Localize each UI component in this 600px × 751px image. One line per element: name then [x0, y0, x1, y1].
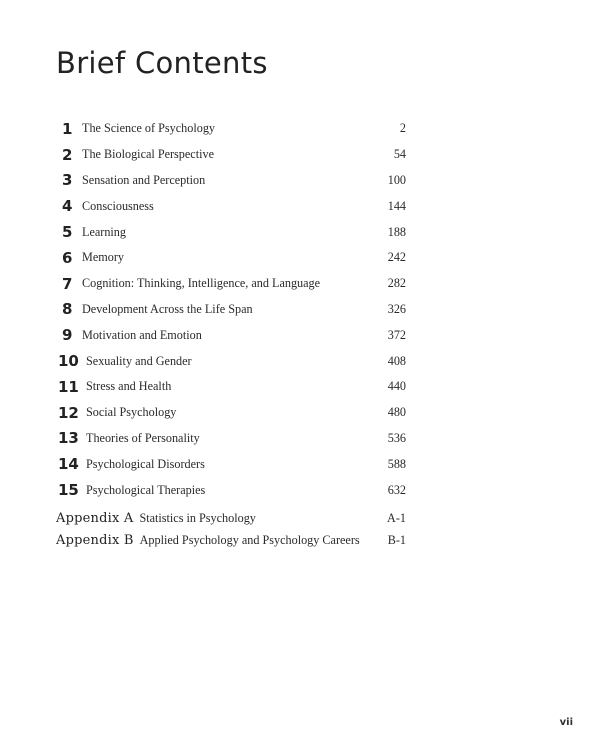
chapter-number: 15 — [58, 481, 79, 500]
toc-entry-13 — [58, 426, 406, 452]
chapter-title: Cognition: Thinking, Intelligence, and Language — [82, 276, 321, 291]
chapter-page: 588 — [387, 456, 406, 471]
chapter-page: 242 — [387, 250, 406, 265]
chapter-page: 536 — [387, 430, 406, 445]
chapter-title: Motivation and Emotion — [82, 327, 202, 342]
chapter-title: Theories of Personality — [86, 430, 200, 445]
toc-appendix-b — [56, 530, 406, 552]
chapter-title: Consciousness — [82, 198, 154, 213]
chapter-number: 9 — [62, 326, 73, 345]
chapter-title: Sensation and Perception — [82, 172, 206, 187]
chapter-number: 11 — [58, 377, 79, 396]
appendix-page: A-1 — [387, 511, 406, 526]
chapter-number: 4 — [62, 197, 73, 216]
page-title: Brief Contents — [56, 46, 268, 80]
chapter-number: 8 — [62, 300, 73, 319]
toc-entry-2 — [58, 142, 406, 168]
toc-entry-4 — [58, 193, 406, 219]
toc-entry-15 — [58, 477, 406, 503]
toc-entry-14 — [58, 451, 406, 477]
chapter-page: 188 — [387, 224, 406, 239]
toc-entry-8 — [58, 297, 406, 323]
chapter-page: 326 — [387, 301, 406, 316]
appendix-title: Applied Psychology and Psychology Careers — [139, 532, 360, 547]
toc-chapter-list — [58, 116, 406, 503]
toc-entry-11 — [58, 374, 406, 400]
chapter-page: 408 — [387, 353, 406, 368]
chapter-number: 13 — [58, 429, 79, 448]
chapter-page: 100 — [387, 172, 406, 187]
chapter-number: 2 — [62, 145, 73, 164]
toc-entry-10 — [58, 348, 406, 374]
chapter-number: 14 — [58, 455, 79, 474]
toc-entry-1 — [58, 116, 406, 142]
chapter-page: 2 — [399, 121, 406, 136]
chapter-number: 6 — [62, 248, 73, 267]
chapter-page: 144 — [387, 198, 406, 213]
chapter-page: 440 — [387, 379, 406, 394]
toc-entry-7 — [58, 271, 406, 297]
toc-appendix-a — [56, 508, 406, 530]
page-number: vii — [559, 717, 573, 728]
chapter-number: 10 — [58, 352, 79, 371]
chapter-title: Psychological Disorders — [86, 456, 205, 471]
chapter-title: Psychological Therapies — [86, 482, 206, 497]
chapter-title: Sexuality and Gender — [86, 353, 192, 368]
chapter-page: 632 — [387, 482, 406, 497]
chapter-title: Development Across the Life Span — [82, 301, 253, 316]
chapter-number: 12 — [58, 403, 79, 422]
chapter-number: 7 — [62, 274, 73, 293]
chapter-page: 480 — [387, 405, 406, 420]
chapter-number: 3 — [62, 171, 73, 190]
chapter-title: The Science of Psychology — [82, 121, 216, 136]
chapter-title: Stress and Health — [86, 379, 172, 394]
toc-entry-6 — [58, 245, 406, 271]
toc-entry-5 — [58, 219, 406, 245]
toc-entry-12 — [58, 400, 406, 426]
chapter-title: Social Psychology — [86, 405, 177, 420]
chapter-page: 282 — [387, 276, 406, 291]
chapter-number: 1 — [62, 119, 73, 138]
toc-appendix-list — [56, 508, 406, 551]
appendix-page: B-1 — [387, 532, 406, 547]
appendix-title: Statistics in Psychology — [139, 511, 256, 526]
chapter-title: The Biological Perspective — [82, 147, 214, 162]
chapter-page: 54 — [393, 147, 406, 162]
chapter-title: Learning — [82, 224, 126, 239]
chapter-number: 5 — [62, 223, 73, 242]
toc-entry-3 — [58, 168, 406, 194]
chapter-page: 372 — [387, 327, 406, 342]
chapter-title: Memory — [82, 250, 124, 265]
appendix-label: Appendix A — [56, 511, 134, 527]
toc-entry-9 — [58, 322, 406, 348]
appendix-label: Appendix B — [56, 532, 134, 548]
